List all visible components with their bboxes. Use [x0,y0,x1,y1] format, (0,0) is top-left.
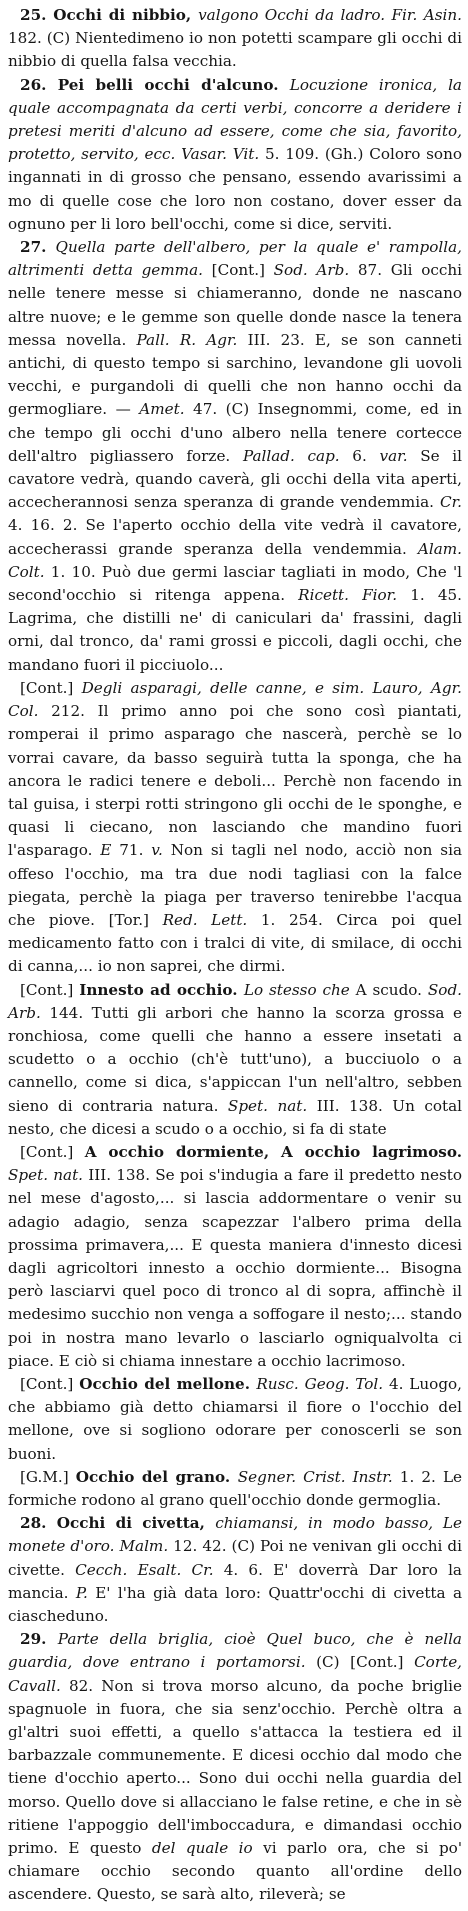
entry-28 [8,1512,462,1628]
entry-29-text-4: 82. Non si trova morso alcuno, da poche briglie spagnuole in fuora, che sia senz'occhio. Perchè oltra a gl'altri suoi effetti, a quello s'attacca la testiera ed il barbazzale communemente. E dicesi occhio dal modo che tiene d'occhio aperto... Sono dui occhi nella guardia del morso. Quello dove si allacciano le false retine, e che in sè ritiene l'appoggio dell'imboccadura, e dimandasi occhio primo. E questo [8,1676,462,1858]
dormiente-text-3: III. 138. Se poi s'indugia a fare il predetto nesto nel mese d'agosto,... si lascia addormentare o venir su adagio adagio, senza scapezzar l'albero prima della prossima primavera,... E questa maniera d'innesto dicesi dagli agricoltori innesto a occhio dormiente... Bisogna però lasciarvi quel poco di tronco al di sopra, affinchè il medesimo succhio non venga a soffogare il nesto;... stando poi in nostra mano levarlo o lasciarlo ogniqualvolta ci piace. E ciò si chiama innestare a occhio lacrimoso. [8,1166,463,1370]
entry-26-citation: 5. 109. (Gh.) Coloro sono ingannati in di grosso che pensano, essendo avarissimi a mo di quelle cose che loro non costano, dover esser da ognuno per li loro bell'occhi, come si dice, serviti. [8,145,462,233]
innesto-text-7: III. 138. Un cotal nesto, che dicesi a scudo o a occhio, si fa di state [8,1096,463,1138]
innesto-source-2: Lo stesso che [243,980,350,999]
entry-27-text-12: Se il cavatore vedrà, quando caverà, gli occhi della vita aperti, accecherannosi senza speranza di grande vendemmia. [8,446,462,512]
asparagi-text-0: [Cont.] [20,678,82,697]
asparagi-source-7: Red. Lett. [162,910,248,929]
entry-27-occhio-del-mellone [8,1373,462,1466]
innesto-text-0: [Cont.] [20,980,80,999]
asparagi-source-5: v. [151,841,163,860]
entry-28-source-3: Cecch. Esalt. Cr. [75,1560,214,1579]
entry-27-number: 27. [20,238,56,257]
entry-27-source-5: Pall. R. Agr. [136,330,238,349]
entry-25-headword: 25. Occhi di nibbio, [20,6,199,24]
mellone-text-3: 4. Luogo, che abbiamo già detto chiamarsi il fiore o l'occhio del mellone, ove si sogliono odorare per conoscerli se son buoni. [8,1374,463,1463]
mellone-text-0: [Cont.] [20,1374,80,1393]
entry-25-citation: 182. (C) Nientedimeno io non potetti scampare gli occhi di nibbio di quella falsa vecchia. [8,29,462,71]
entry-27-source-3: Sod. Arb. [273,261,350,280]
entry-27-source-15: Alam. Colt. [8,539,462,581]
grano-text-3: 1. 2. Le formiche rodono al grano quell'occhio donde germoglia. [8,1467,463,1509]
innesto-text-3: A scudo. [349,980,428,999]
entry-27-text-10: 6. [339,446,380,465]
dormiente-text-0: [Cont.] [20,1142,85,1161]
asparagi-text-4: 71. [111,841,152,860]
entry-26-headword: 26. Pei belli occhi d'alcuno. [20,75,290,94]
entry-27-innesto-ad-occhio [8,979,462,1141]
asparagi-source-1: Degli asparagi, delle canne, e sim. Lauro, Agr. Col. [8,678,462,721]
entry-28-text-2: 12. 42. (C) Poi ne venivan gli occhi di civette. [8,1537,462,1579]
entry-27-occhio-dormiente [8,1141,462,1373]
entry-27-source-17: Ricett. Fior. [298,586,398,605]
asparagi-text-6: Non si tagli nel nodo, acciò non sia offeso l'occhio, ma tra due nodi tagliasi con la falce piegata, perchè la piaga per traverso tenirebbe l'acqua che piove. [Tor.] [8,841,462,929]
entry-27-definition: Quella parte dell'albero, per la quale e' rampolla, altrimenti detta gemma. [8,238,462,280]
grano-headword: Occhio del grano. [75,1467,238,1486]
mellone-source-2: Rusc. Geog. Tol. [256,1374,384,1393]
entry-25 [8,4,462,74]
grano-source-2: Segner. Crist. Instr. [237,1467,393,1486]
entry-28-headword: 28. Occhi di civetta, [20,1514,216,1533]
entry-28-text-4: 4. 6. E' doverrà Dar loro la mancia. [8,1560,462,1602]
entry-29 [8,1628,462,1906]
entry-27-text-4: 87. Gli occhi nelle tenere messe si chiameranno, donde ne nascano altre nuove; e le gemme son quelle donde nasce la tenera messa novella. [8,261,463,349]
asparagi-source-3: E [100,841,112,860]
entry-29-source-3: Corte, Cavall. [8,1653,463,1695]
entry-29-italic-5: del quale io [151,1839,253,1858]
entry-27-source-7: Amet. [139,400,185,419]
entry-27-occhio-del-grano [8,1466,462,1512]
entry-27-source-13: Cr. [439,493,462,512]
entry-28-definition: chiamansi, in modo basso, Le monete d'oro. Malm. [8,1514,462,1556]
entry-28-text-6: E' l'ha già data loro: Quattr'occhi di civetta a ciascheduno. [8,1583,463,1626]
entry-28-speaker-5: P. [75,1583,88,1602]
entry-27-asparagi [8,677,462,979]
asparagi-text-8: 1. 254. Circa poi quel medicamento fatto con i tralci di vite, di smilace, di occhi di canna,... io non saprei, che dirmi. [8,910,462,976]
entry-27-text-6: III. 23. E, se son canneti antichi, di questo tempo si sarchino, levandone gli uovoli vecchi, e purgandoli di quelli che non hanno occhi da germogliare. — [8,330,462,419]
grano-text-0: [G.M.] [20,1467,76,1486]
innesto-source-4: Sod. Arb. [8,980,463,1022]
entry-27-text-8: 47. (C) Insegnommi, come, ed in che tempo gli occhi d'uno albero nella tenere cortecce dell'altro pigliassero forze. [8,400,462,465]
entry-27-text-18: 1. 45. Lagrima, che distilli ne' di caniculari da' frassini, dagli orni, dal tronco, da' rami grossi e piccoli, dagli occhi, che mandano fuori il picciuolo... [8,586,462,674]
mellone-headword: Occhio del mellone. [79,1374,257,1393]
entry-29-text-2: (C) [Cont.] [305,1653,415,1672]
entry-27-source-9: Pallad. cap. [242,446,340,465]
entry-27-text-16: 1. 10. Può due germi lasciar tagliati in modo, Che 'l second'occhio si ritenga appena. [8,562,462,605]
dormiente-headword: A occhio dormiente, A occhio lagrimoso. [84,1142,462,1161]
innesto-text-5: 144. Tutti gli arbori che hanno la scorza grossa e ronchiosa, come quelli che hanno a essere insetati a scudetto o a occhio (ch'è tutt'uno), a bucciuolo o a cannello, come si dica, s'appiccan l'un nell'altro, sebben sieno di contraria natura. [8,1003,462,1115]
entry-27-text-2: [Cont.] [202,261,274,280]
entry-29-definition: Parte della briglia, cioè Quel buco, che è nella guardia, dove entrano i portamorsi. [8,1630,462,1672]
asparagi-text-2: 212. Il primo anno poi che sono così piantati, romperai il primo asparago che nascerà, perchè se lo vorrai cavare, da basso seguirà tutta la sponga, che ha ancora le radici tenere e deboli... Perchè non facendo in tal guisa, i sterpi rotti stringono gli occhi de le sponghe, e quasi li ciecano, non lasciando che mandino fuori l'asparago. [8,702,462,860]
dormiente-source-2: Spet. nat. [8,1166,84,1185]
innesto-source-6: Spet. nat. [227,1096,308,1115]
entry-26 [8,74,462,236]
innesto-headword: Innesto ad occhio. [79,980,244,999]
entry-29-number: 29. [20,1630,58,1649]
entry-27-text-14: 4. 16. 2. Se l'aperto occhio della vite vedrà il cavatore, accecherassi grande speranza della vendemmia. [8,516,462,558]
entry-29-text-6: vi parlo ora, che si po' chiamare occhio secondo quanto all'ordine dello ascendere. Questo, se sarà alto, rileverà; se [8,1839,463,1904]
entry-27-source-11: var. [379,446,408,465]
entry-26-definition: Locuzione ironica, la quale accompagnata da certi verbi, concorre a deridere i pretesi meriti d'alcuno ad essere, come che sia, favorito, protetto, servito, ecc. Vasar. Vit. [8,75,462,164]
entry-25-definition: valgono Occhi da ladro. Fir. Asin. [198,6,462,24]
entry-27 [8,236,462,677]
